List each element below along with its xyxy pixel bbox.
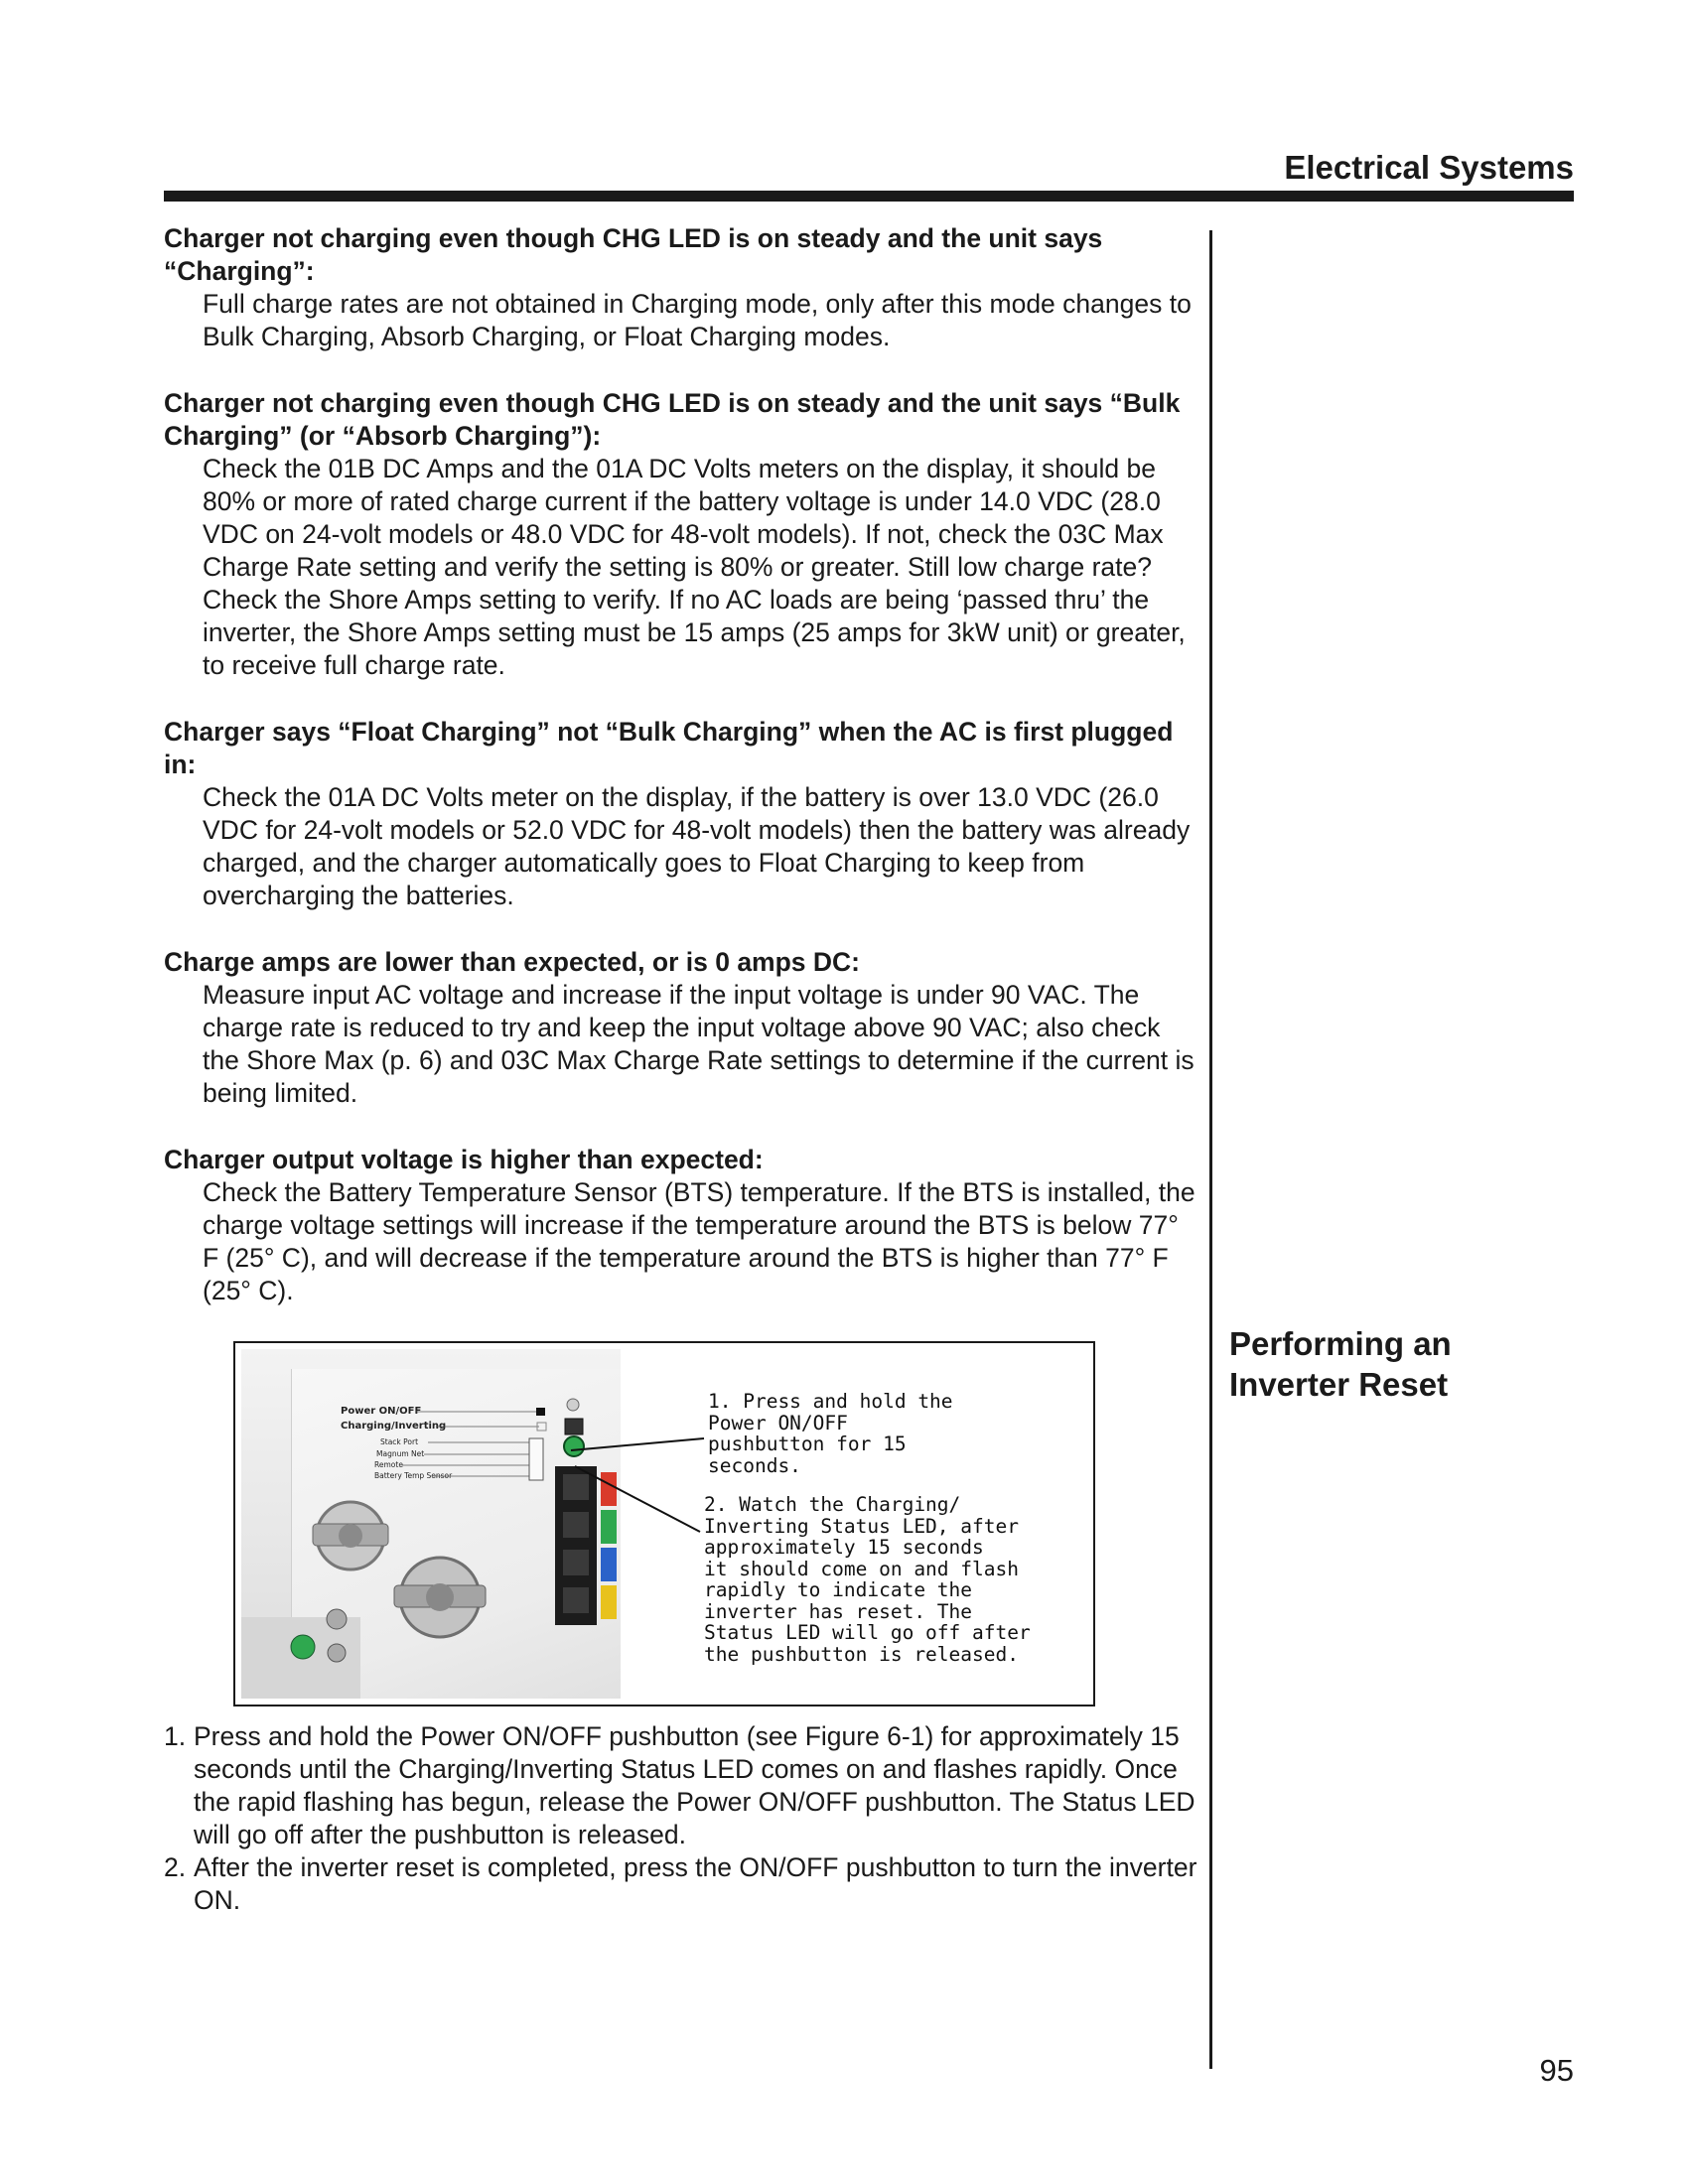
section-title: Charge amps are lower than expected, or is 0 amps DC: <box>164 947 861 977</box>
section-body: Measure input AC voltage and increase if the input voltage is under 90 VAC. The charge rate is reduced to try and keep the input voltage above 90 VAC; also check the Shore Max (p. 6) and 03C Max Charge Rate settings to determine if the current is being limited. <box>203 980 1195 1108</box>
column-divider <box>1209 230 1212 2069</box>
step-number: 1. <box>164 1721 187 1751</box>
section-body: Full charge rates are not obtained in Charging mode, only after this mode changes to Bulk Charging, Absorb Charging, or Float Charging modes. <box>203 289 1192 351</box>
callout-press-and-hold: 1. Press and hold the Power ON/OFF pushbutton for 15 seconds. <box>708 1390 953 1477</box>
callout-watch-status-led: 2. Watch the Charging/ Inverting Status LED, after approximately 15 seconds it should come on and flash rapidly to indicate the inverter has reset. The Status LED will go off after the pushbutton is released. <box>704 1493 1031 1666</box>
remote-label: Remote <box>374 1460 403 1469</box>
troubleshoot-section <box>164 716 1201 912</box>
charging-label: Charging/Inverting <box>341 1421 447 1432</box>
section-title: Charger not charging even though CHG LED is on steady and the unit says “Bulk Charging” (or “Absorb Charging”): <box>164 388 1181 451</box>
section-body: Check the 01A DC Volts meter on the display, if the battery is over 13.0 VDC (26.0 VDC for 24-volt models or 52.0 VDC for 48-volt models) then the battery was already charged, and the charger automatically goes to Float Charging to keep from overcharging the batteries. <box>203 782 1191 910</box>
section-body: Check the 01B DC Amps and the 01A DC Volts meters on the display, it should be 80% or more of rated charge current if the battery voltage is under 14.0 VDC (28.0 VDC on 24-volt models or 48.0 VDC for 48-volt models). If not, check the 03C Max Charge Rate setting and verify the setting is 80% or greater. Still low charge rate? Check the Shore Amps setting to verify. If no AC loads are being ‘passed thru’ the inverter, the Shore Amps setting must be 15 amps (25 amps for 3kW unit) or greater, to receive full charge rate. <box>203 454 1186 680</box>
troubleshoot-section <box>164 1144 1201 1307</box>
magnum-net-label: Magnum Net <box>376 1449 425 1458</box>
troubleshoot-section <box>164 946 1201 1110</box>
troubleshoot-section <box>164 387 1201 682</box>
list-item <box>164 1720 1201 1851</box>
main-content <box>164 222 1201 1917</box>
troubleshoot-section <box>164 222 1201 353</box>
section-body: Check the Battery Temperature Sensor (BTS) temperature. If the BTS is installed, the charge voltage settings will increase if the temperature around the BTS is below 77° F (25° C), and will decrease if the temperature around the BTS is higher than 77° F (25° C). <box>203 1177 1196 1305</box>
battery-temp-label: Battery Temp Sensor <box>374 1471 453 1480</box>
header-rule <box>164 191 1574 202</box>
section-header-title: Electrical Systems <box>1284 149 1574 186</box>
step-number: 2. <box>164 1852 187 1882</box>
reset-steps-list <box>164 1720 1201 1917</box>
section-title: Charger not charging even though CHG LED is on steady and the unit says “Charging”: <box>164 223 1103 286</box>
section-title: Charger output voltage is higher than expected: <box>164 1145 764 1174</box>
power-label: Power ON/OFF <box>341 1406 422 1417</box>
step-text: Press and hold the Power ON/OFF pushbutton (see Figure 6-1) for approximately 15 seconds until the Charging/Inverting Status LED comes on and flashes rapidly. Once the rapid flashing has begun, release the Power ON/OFF pushbutton. The Status LED will go off after the pushbutton is released. <box>194 1721 1196 1849</box>
list-item <box>164 1851 1201 1917</box>
inverter-reset-figure <box>233 1341 1095 1706</box>
section-title: Charger says “Float Charging” not “Bulk Charging” when the AC is first plugged in: <box>164 717 1174 779</box>
stack-port-label: Stack Port <box>380 1437 419 1446</box>
page-number: 95 <box>1539 2053 1574 2088</box>
sidebar-heading: Performing an Inverter Reset <box>1229 1325 1452 1403</box>
step-text: After the inverter reset is completed, press the ON/OFF pushbutton to turn the inverter ON. <box>194 1852 1197 1915</box>
